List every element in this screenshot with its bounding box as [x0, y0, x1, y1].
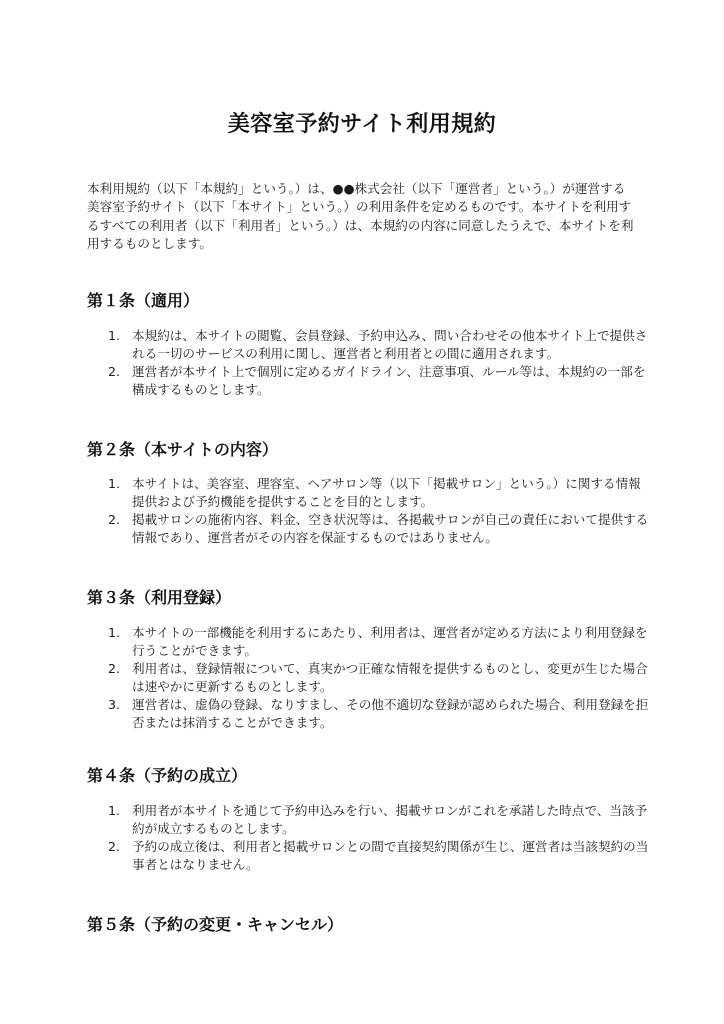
- list-item: [108, 696, 649, 732]
- list-item: [108, 660, 648, 696]
- article-3-heading: 第３条（利用登録）: [87, 588, 232, 607]
- list-item: [108, 363, 646, 399]
- list-item-line: 掲載サロンの施術内容、料金、空き状況等は、各掲載サロンが自己の責任において提供する: [132, 512, 649, 527]
- list-item-line: 本規約は、本サイトの閲覧、会員登録、予約申込み、問い合わせその他本サイト上で提供さ: [132, 328, 648, 343]
- list-item: [108, 511, 649, 547]
- list-item-line: 行うことができます。: [132, 643, 257, 658]
- list-item-line: れる一切のサービスの利用に関し、運営者と利用者との間に適用されます。: [132, 346, 560, 361]
- intro-line: るすべての利用者（以下「利用者」という。）は、本規約の内容に同意したうえで、本サイトを利: [87, 217, 634, 233]
- article-3-list: [108, 624, 649, 732]
- article-1-list: [108, 327, 648, 399]
- list-item-line: 本サイトの一部機能を利用するにあたり、利用者は、運営者が定める方法により利用登録を: [132, 625, 648, 640]
- list-number: 1.: [108, 625, 121, 640]
- list-item-line: 本サイトは、美容室、理容室、ヘアサロン等（以下「掲載サロン」という。）に関する情報: [132, 476, 641, 491]
- list-item: [108, 802, 648, 838]
- list-item-line: は速やかに更新するものとします。: [132, 679, 333, 694]
- intro-line: 用するものとします。: [87, 235, 212, 251]
- article-4-heading: 第４条（予約の成立）: [87, 766, 248, 785]
- list-item-line: 運営者は、虚偽の登録、なりすまし、その他不適切な登録が認められた場合、利用登録を拒: [132, 697, 649, 712]
- article-5-heading: 第５条（予約の変更・キャンセル）: [87, 915, 344, 934]
- article-2-heading: 第２条（本サイトの内容）: [87, 440, 278, 459]
- list-item-line: 構成するものとします。: [132, 382, 270, 397]
- list-item-line: 否または抹消することができます。: [132, 715, 333, 730]
- list-item-line: 運営者が本サイト上で個別に定めるガイドライン、注意事項、ルール等は、本規約の一部を: [132, 364, 646, 379]
- list-item: [108, 838, 649, 874]
- intro-paragraph: [87, 180, 639, 253]
- list-item-line: 情報であり、運営者がその内容を保証するものではありません。: [132, 530, 498, 545]
- article-1-heading: 第１条（適用）: [87, 291, 200, 310]
- list-item-line: 事者とはなりません。: [132, 857, 259, 872]
- list-number: 1.: [108, 803, 121, 818]
- list-item-line: 提供および予約機能を提供することを目的とします。: [132, 494, 434, 509]
- list-item: [108, 624, 648, 660]
- list-item-line: 利用者が本サイトを通じて予約申込みを行い、掲載サロンがこれを承諾した時点で、当該予: [132, 803, 648, 818]
- list-item-line: 約が成立するものとします。: [132, 821, 295, 836]
- list-number: 2.: [108, 512, 121, 527]
- article-4-list: [108, 802, 649, 874]
- list-number: 2.: [108, 839, 121, 854]
- document-title: 美容室予約サイト利用規約: [227, 112, 497, 137]
- article-2-list: [108, 475, 649, 547]
- list-number: 3.: [108, 697, 121, 712]
- list-number: 2.: [108, 661, 121, 676]
- list-item-line: 予約の成立後は、利用者と掲載サロンとの間で直接契約関係が生じ、運営者は当該契約の当: [132, 839, 649, 854]
- list-number: 2.: [108, 364, 121, 379]
- list-item: [108, 327, 648, 363]
- list-item-line: 利用者は、登録情報について、真実かつ正確な情報を提供するものとし、変更が生じた場合: [132, 661, 648, 676]
- list-number: 1.: [108, 328, 121, 343]
- intro-line: 本利用規約（以下「本規約」という。）は、●●株式会社（以下「運営者」という。）が運営する: [87, 181, 626, 196]
- list-number: 1.: [108, 476, 121, 491]
- list-item: [108, 475, 643, 511]
- intro-line: 美容室予約サイト（以下「本サイト」という。）の利用条件を定めるものです。本サイトを利用す: [87, 199, 632, 215]
